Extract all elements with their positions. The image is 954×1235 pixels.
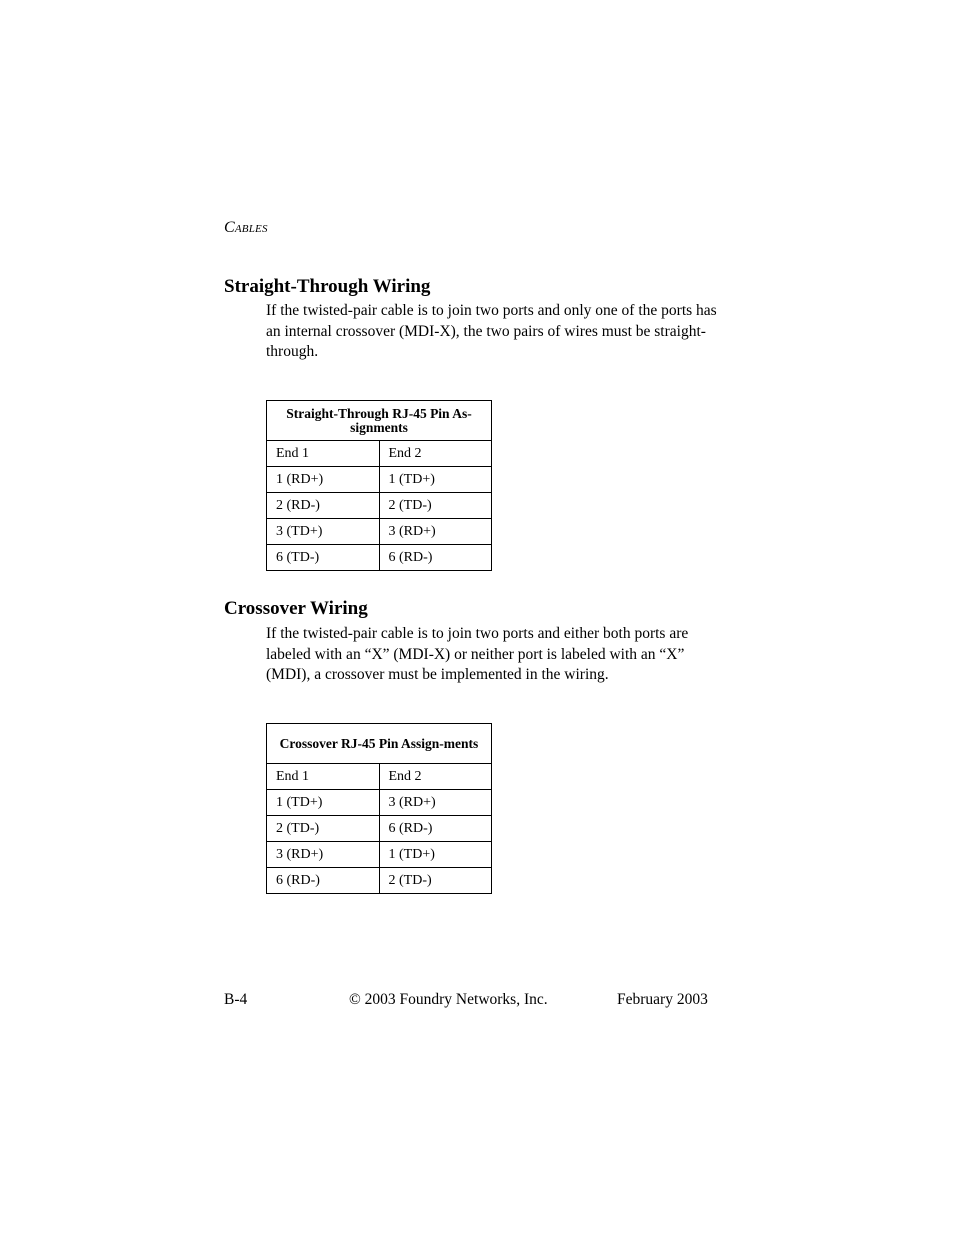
table-cell: 2 (TD-) (267, 816, 380, 842)
table-cell: 3 (RD+) (267, 842, 380, 868)
table-header-row (267, 441, 492, 467)
chapter-header: Cables (224, 219, 268, 236)
copyright-notice: © 2003 Foundry Networks, Inc. (349, 991, 548, 1008)
straight-through-heading: Straight-Through Wiring (224, 276, 431, 297)
table-cell: 3 (RD+) (379, 790, 492, 816)
column-header-end-2: End 2 (379, 764, 492, 790)
table-header-row (267, 764, 492, 790)
table-cell: 6 (RD-) (379, 816, 492, 842)
straight-through-pin-table (266, 400, 492, 571)
column-header-end-2: End 2 (379, 441, 492, 467)
table-cell: 6 (RD-) (267, 868, 380, 894)
table-row (267, 493, 492, 519)
table-caption: Crossover RJ-45 Pin Assign-ments (267, 724, 492, 764)
table-cell: 1 (RD+) (267, 467, 380, 493)
table-row (267, 868, 492, 894)
column-header-end-1: End 1 (267, 441, 380, 467)
table-cell: 1 (TD+) (379, 842, 492, 868)
table-cell: 6 (TD-) (267, 545, 380, 571)
table-cell: 3 (TD+) (267, 519, 380, 545)
table-cell: 3 (RD+) (379, 519, 492, 545)
table-row (267, 790, 492, 816)
publication-date: February 2003 (617, 991, 708, 1008)
table-cell: 6 (RD-) (379, 545, 492, 571)
table-caption: Straight-Through RJ-45 Pin As-signments (267, 401, 492, 441)
table-cell: 2 (TD-) (379, 493, 492, 519)
column-header-end-1: End 1 (267, 764, 380, 790)
crossover-pin-table (266, 723, 492, 894)
table-row (267, 467, 492, 493)
straight-through-paragraph: If the twisted-pair cable is to join two ports and only one of the ports has an internal crossover (MDI-X), the two pairs of wires must be straight-through. (266, 302, 717, 360)
table-cell: 2 (TD-) (379, 868, 492, 894)
crossover-paragraph: If the twisted-pair cable is to join two ports and either both ports are labeled with an “X” (MDI-X) or neither port is labeled with an “X” (MDI), a crossover must be implemented in the wiring. (266, 625, 689, 683)
table-row (267, 545, 492, 571)
table-cell: 1 (TD+) (379, 467, 492, 493)
page-number: B-4 (224, 991, 248, 1008)
table-row (267, 519, 492, 545)
table-row (267, 816, 492, 842)
crossover-heading: Crossover Wiring (224, 598, 368, 619)
table-row (267, 842, 492, 868)
table-cell: 1 (TD+) (267, 790, 380, 816)
table-cell: 2 (RD-) (267, 493, 380, 519)
